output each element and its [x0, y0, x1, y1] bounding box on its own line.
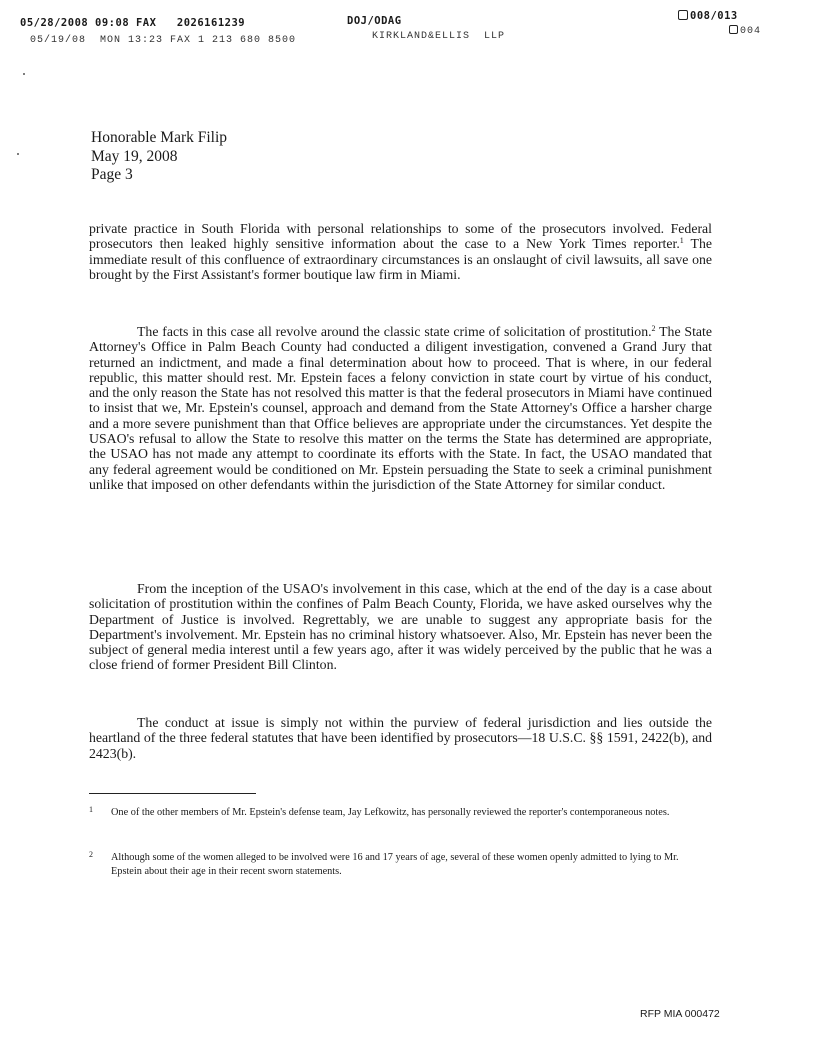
- fax-header-recipient-office: DOJ/ODAG: [347, 15, 402, 27]
- addressee-name: Honorable Mark Filip: [91, 129, 228, 146]
- scan-speck: [23, 73, 25, 75]
- body-paragraph-4: [89, 715, 712, 761]
- fax-page-counter: [678, 10, 738, 22]
- footnote-mark: 2: [89, 850, 93, 859]
- footnote-1: [89, 806, 712, 820]
- letter-date: May 19, 2008: [91, 147, 178, 165]
- scan-speck: [17, 153, 19, 155]
- paragraph-text: private practice in South Florida with personal relationships to some of the prosecutors involved. Federal prosecutors then leaked highly sensitive information about the case to a New York Times reporter.: [89, 221, 712, 252]
- fax-header-origin-firm: KIRKLAND&ELLIS LLP: [372, 31, 506, 42]
- footnote-mark: 1: [89, 805, 93, 814]
- paragraph-text: The immediate result of this confluence of extraordinary circumstances is an onslaught of civil lawsuits, all save one brought by the First Assistant's former boutique law firm in Miami.: [89, 236, 712, 282]
- footnote-ref-1: 1: [679, 236, 684, 246]
- fax-header-sender-line: 05/28/2008 09:08 FAX 2026161239: [20, 17, 246, 29]
- fax-origin-page-text: 004: [740, 26, 762, 37]
- page-number: Page 3: [91, 166, 133, 183]
- body-paragraph-2: [89, 324, 712, 492]
- footnote-text: One of the other members of Mr. Epstein's defense team, Jay Lefkowitz, has personally reviewed the reporter's contemporaneous notes.: [111, 807, 670, 818]
- body-paragraph-3: [89, 581, 712, 673]
- footnote-ref-2: 2: [651, 324, 656, 333]
- footnote-divider: [89, 793, 256, 794]
- paragraph-text: The facts in this case all revolve around the classic state crime of solicitation of prostitution.: [137, 324, 652, 339]
- bates-stamp: RFP MIA 000472: [640, 1008, 720, 1020]
- fax-page-icon: [729, 25, 738, 34]
- body-paragraph-1: [89, 221, 712, 282]
- fax-page-counter-text: 008/013: [690, 10, 738, 22]
- letter-addressee-block: [91, 129, 227, 185]
- footnote-2: [89, 851, 712, 878]
- paragraph-text: From the inception of the USAO's involvement in this case, which at the end of the day is a case about solicitation of prostitution within the confines of Palm Beach County, Florida, we have asked ourselves why the Department of Justice is involved. Regrettably, we are unable to suggest any appropriate basis for the Department's involvement. Mr. Epstein has no criminal history whatsoever. Also, Mr. Epstein has never been the subject of general media interest until a few years ago, after it was widely perceived by the public that he was a close friend of former President Bill Clinton.: [89, 581, 712, 673]
- footnote-text: Although some of the women alleged to be involved were 16 and 17 years of age, several of these women openly admitted to lying to Mr. Epstein about their age in their recent sworn statements.: [111, 852, 679, 877]
- fax-page-icon: [678, 10, 688, 20]
- paragraph-text: The State Attorney's Office in Palm Beach County had conducted a diligent investigation, convened a Grand Jury that returned an indictment, and made a final determination about how to proceed. That is where, in our federal republic, this matter should rest. Mr. Epstein faces a felony conviction in state court by virtue of his conduct, and the only reason the State has not resolved this matter is that the federal prosecutors in Miami have continued to insist that we, Mr. Epstein's counsel, approach and demand from the State Attorney's Office a harsher charge and a more severe punishment than that Office believes are appropriate under the circumstances. Yet despite the USAO's refusal to allow the State to resolve this matter on the terms the State has determined are appropriate, the USAO has not made any attempt to coordinate its efforts with the State. In fact, the USAO mandated that any federal agreement would be conditioned on Mr. Epstein persuading the State to seek a criminal punishment unlike that imposed on other defendants within the jurisdiction of the State Attorney for similar conduct.: [89, 324, 712, 492]
- paragraph-text: The conduct at issue is simply not within the purview of federal jurisdiction and lies outside the heartland of the three federal statutes that have been identified by prosecutors—18 U.S.C. §§ 1591, 2422(b), and 2423(b).: [89, 715, 712, 761]
- fax-header-origin-line: 05/19/08 MON 13:23 FAX 1 213 680 8500: [30, 35, 297, 46]
- fax-origin-page-counter: [729, 25, 761, 37]
